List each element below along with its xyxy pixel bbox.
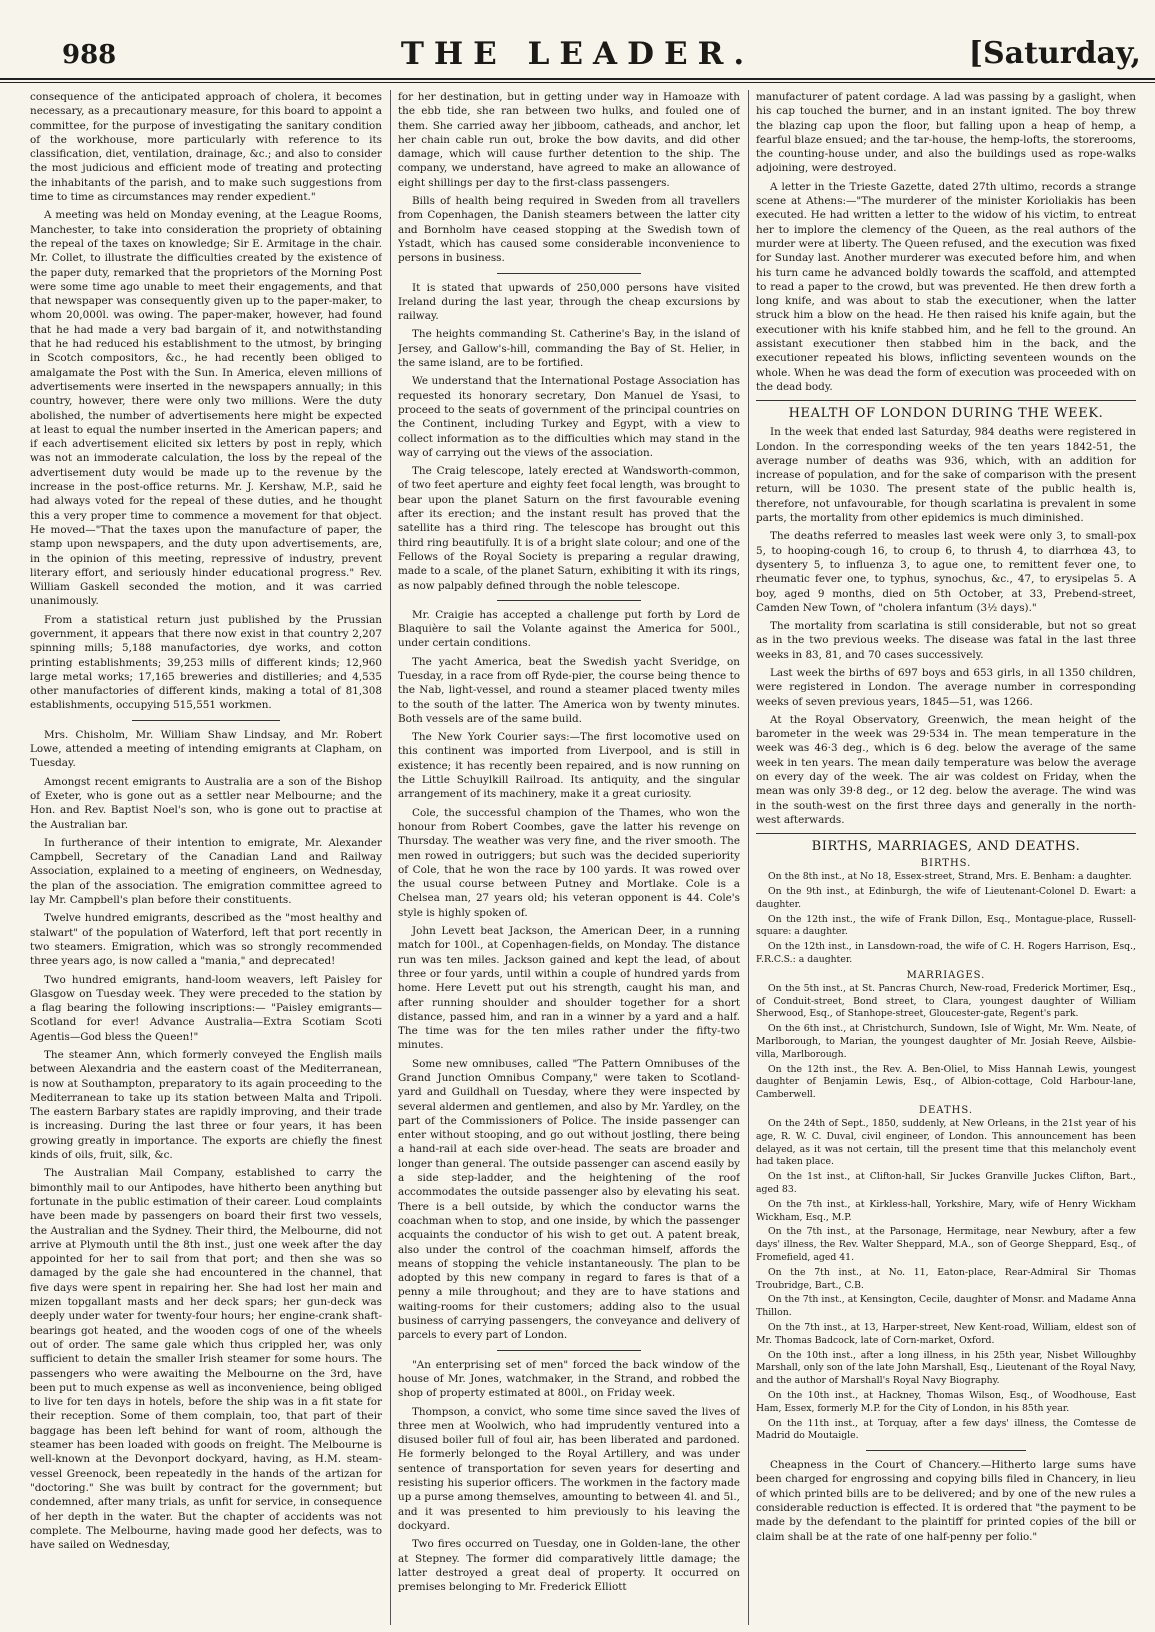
article-paragraph: The Australian Mail Company, established to carry the bimonthly mail to our Antipodes, have hitherto been anything but fortunate in the public estimation of their career. Loud complaints have been made by passengers on board their first two vessels, the Australian and the Sydney. Their third, the Melbourne, did not arrive at Plymouth until the 8th inst., just one week after the day appointed for her to sail from that port; and then she was so damaged by the gale she had encountered in the channel, that five days were spent in repairing her. She had lost her main and mizen topgallant masts and her deck spars; her gun-deck was deeply under water for twenty-four hours; her engine-crank shaft-bearings got heated, and the wooden cogs of one of the wheels out of order. The same gale which thus crippled her, was only sufficient to detain the smaller Irish steamer for some hours. The passengers who were awaiting the Melbourne on the 3rd, have been put to much expense as well as inconvenience, being obliged to live for ten days in hotels, before the ship was in a fit state for their reception. Some of them complain, too, that part of their baggage has been left behind for want of room, although the steamer has been loaded with goods on freight. The Melbourne is well-known at the Devonport dockyard, having, as H.M. steam-vessel Greenock, been repeatedly in the hands of the artizan for "doctoring." She was built by contract for the government; but condemned, after many trials, as unfit for service, in consequence of her depth in the water. But the chapter of accidents was not complete. The Melbourne, having made good her defects, was to have sailed on Wednesday, <box>30 1167 382 1552</box>
article-paragraph: Some new omnibuses, called "The Pattern Omnibuses of the Grand Junction Omnibus Company," were taken to Scotland-yard and Guildhall on Tuesday, where they were inspected by several aldermen and gentlemen, and also by Mr. Yardley, on the part of the Commissioners of Police. The inside passenger can enter without stooping, and go out without jostling, there being a hand-rail at each side over-head. The seats are broader and longer than general. The outside passenger can ascend easily by a side step-ladder, and the heightening of the roof accommodates the outside passenger also by elevating his seat. There is a bell outside, by which the conductor warns the coachman when to stop, and one inside, by which the passenger acquaints the conductor of his wish to get out. A patent break, also under the control of the coachman himself, affords the means of stopping the vehicle instantaneously. The plan to be adopted by this new company in regard to fares is that of a penny a mile throughout; and they are to have stations and waiting-rooms for their customers; adding also to the usual business of carrying passengers, the conveyance and delivery of parcels to every part of London. <box>398 1057 740 1342</box>
marriages-heading: MARRIAGES. <box>906 969 986 981</box>
article-paragraph: The heights commanding St. Catherine's Bay, in the island of Jersey, and Gallow's-hill, commanding the Bay of St. Helier, in the same island, are to be fortified. <box>398 328 740 370</box>
birth-notice: On the 8th inst., at No 18, Essex-street, Strand, Mrs. E. Benham: a daughter. <box>768 871 1132 883</box>
death-notice: On the 1st inst., at Clifton-hall, Sir Juckes Granville Juckes Clifton, Bart., aged 83. <box>756 1171 1136 1195</box>
health-paragraph: Last week the births of 697 boys and 653 girls, in all 1350 children, were registered in London. The average number in corresponding weeks of seven previous years, 1845—51, was 1266. <box>756 666 1136 708</box>
article-paragraph: The Craig telescope, lately erected at Wandsworth-common, of two feet aperture and eighty feet focal length, was brought to bear upon the planet Saturn on the first favourable evening after its erection; and the instant result has proved that the satellite has a third ring. The telescope has brought out this third ring beautifully. It is of a bright slate colour; and one of the Fellows of the Royal Society is preparing a regular drawing, made to a scale, of the planet Saturn, exhibiting it with its rings, as now palpably defined through the noble telescope. <box>398 465 740 592</box>
section-heading-bmd: BIRTHS, MARRIAGES, AND DEATHS. <box>756 833 1136 854</box>
section-separator <box>866 1450 1026 1451</box>
section-separator <box>497 600 641 601</box>
article-paragraph: Two fires occurred on Tuesday, one in Golden-lane, the other at Stepney. The former did comparatively little damage; the latter destroyed a great deal of property. It occurred on premises belonging to Mr. Frederick Elliott <box>398 1538 740 1594</box>
birth-notice: On the 12th inst., the wife of Frank Dillon, Esq., Montague-place, Russell-square: a daughter. <box>756 913 1136 938</box>
chancery-paragraph: Cheapness in the Court of Chancery.—Hitherto large sums have been charged for engrossing and copying bills filed in Chancery, in lieu of which printed bills are to be delivered; and by one of the new rules a considerable reduction is effected. It is ordered that "the payment to be made by the defendant to the plaintiff for printed copies of the bill or claim shall be at the rate of one half-penny per folio." <box>756 1459 1136 1543</box>
death-notice: On the 24th of Sept., 1850, suddenly, at New Orleans, in the 21st year of his age, R. W. C. Duval, civil engineer, of London. This announcement has been delayed, as it was not certain, till the present time that this melancholy event had taken place. <box>756 1118 1136 1168</box>
birth-notice: On the 12th inst., in Lansdown-road, the wife of C. H. Rogers Harrison, Esq., F.R.C.S.: a daughter. <box>756 941 1136 966</box>
article-paragraph: It is stated that upwards of 250,000 persons have visited Ireland during the last year, through the cheap excursions by railway. <box>398 281 740 323</box>
section-separator <box>497 273 641 274</box>
article-paragraph: In furtherance of their intention to emigrate, Mr. Alexander Campbell, Secretary of the Canadian Land and Railway Association, explained to a meeting of engineers, on Wednesday, the plan of the association. The emigration committee agreed to lay Mr. Campbell's plan before their constituents. <box>30 836 382 907</box>
article-paragraph: A letter in the Trieste Gazette, dated 27th ultimo, records a strange scene at Athens:—"The murderer of the minister Korioliakis has been executed. He had written a letter to the widow of his victim, to entreat her to implore the clemency of the Queen, as the real authors of the murder were at liberty. The Queen refused, and the execution was fixed for Sunday last. Another murderer was executed before him, and when his turn came he advanced boldly towards the scaffold, and attempted to read a paper to the crowd, but was prevented. He then drew forth a long knife, and was about to stab the executioner, when the latter struck him a blow on the head. He then raised his knife again, but the executioner with his knife stabbed him, and he fell to the ground. An assistant executioner then stabbed him in the back, and the executioner repeated his blows, inflicting seventeen wounds on the whole. When he was dead the form of execution was proceeded with on the dead body. <box>756 180 1136 393</box>
section-separator <box>132 720 280 721</box>
article-paragraph: manufacturer of patent cordage. A lad was passing by a gaslight, when his cap touched the burner, and in an instant ignited. The boy threw the blazing cap upon the floor, but falling upon a heap of hemp, a fearful blaze ensued; and the tar-house, the hemp-lofts, the storerooms, the counting-house under, and also the buildings used as rope-walks adjoining, were destroyed. <box>756 91 1136 175</box>
death-notice: On the 10th inst., at Hackney, Thomas Wilson, Esq., of Woodhouse, East Ham, Essex, formerly M.P. for the City of London, in his 85th year. <box>756 1389 1136 1414</box>
article-paragraph: Mrs. Chisholm, Mr. William Shaw Lindsay, and Mr. Robert Lowe, attended a meeting of intending emigrants at Clapham, on Tuesday. <box>30 728 382 770</box>
marriage-notice: On the 12th inst., the Rev. A. Ben-Oliel, to Miss Hannah Lewis, youngest daughter of Benjamin Lewis, Esq., of Albion-cottage, Cold Harbour-lane, Camberwell. <box>756 1063 1136 1101</box>
article-paragraph: "An enterprising set of men" forced the back window of the house of Mr. Jones, watchmaker, in the Strand, and robbed the shop of property estimated at 800l., on Friday week. <box>398 1358 740 1400</box>
header-rule <box>0 82 1155 83</box>
article-paragraph: The New York Courier says:—The first locomotive used on this continent was imported from Liverpool, and is still in existence; it has recently been repaired, and is now running on the Little Schuylkill Railroad. Its antiquity, and the singular arrangement of its machinery, make it a great curiosity. <box>398 731 740 801</box>
masthead <box>0 0 1155 80</box>
death-notice: On the 7th inst., at Kirkless-hall, Yorkshire, Mary, wife of Henry Wickham Wickham, Esq., M.P. <box>756 1198 1136 1223</box>
marriage-notice: On the 6th inst., at Christchurch, Sundown, Isle of Wight, Mr. Wm. Neate, of Marlborough, to Marian, the youngest daughter of Mr. Josiah Reeve, Ailsbie-villa, Marlborough. <box>756 1023 1136 1060</box>
article-paragraph: We understand that the International Postage Association has requested its honorary secretary, Don Manuel de Ysasi, to proceed to the seats of government of the principal countries on the Continent, including Turkey and Egypt, with a view to collect information as to the difficulties which may stand in the way of carrying out the views of the association. <box>398 375 740 459</box>
article-paragraph: for her destination, but in getting under way in Hamoaze with the ebb tide, she ran between two hulks, and fouled one of them. She carried away her jibboom, catheads, and anchor, let her chain cable run out, broke the bow davits, and did other damage, which will cause further detention to the ship. The company, we understand, have agreed to make an allowance of eight shillings per day to the first-class passengers. <box>398 91 740 189</box>
article-paragraph: From a statistical return just published by the Prussian government, it appears that there now exist in that country 2,207 spinning mills; 5,188 manufactories, dye works, and cotton printing establishments; 39,253 mills of different kinds; 12,960 large metal works; 17,165 breweries and distilleries; and 4,535 other manufactories of different kinds, making a total of 81,308 establishments, occupying 515,551 workmen. <box>30 613 382 712</box>
health-paragraph: In the week that ended last Saturday, 984 deaths were registered in London. In the corresponding weeks of the ten years 1842-51, the average number of deaths was 936, which, with an addition for increase of population, and for the sake of comparison with the present return, will be 1030. The present state of the public health is, therefore, not unfavourable, for though scarlatina is prevalent in some parts, the mortality from other epidemics is much diminished. <box>756 426 1136 525</box>
page-body <box>0 90 1155 1625</box>
death-notice: On the 7th inst., at 13, Harper-street, New Kent-road, William, eldest son of Mr. Thomas Badcock, late of Corn-market, Oxford. <box>756 1321 1136 1346</box>
article-paragraph: Mr. Craigie has accepted a challenge put forth by Lord de Blaquière to sail the Volante against the America for 500l., under certain conditions. <box>398 608 740 650</box>
article-paragraph: The yacht America, beat the Swedish yacht Sveridge, on Tuesday, in a race from off Ryde-pier, the course being thence to the Nab, light-vessel, and round a steamer placed twenty miles to the south of the latter. The America won by twenty minutes. Both vessels are of the same build. <box>398 655 740 725</box>
death-notice: On the 10th inst., after a long illness, in his 25th year, Nisbet Willoughby Marshall, only son of the late John Marshall, Esq., Lieutenant of the Royal Navy, and the author of Marshall's Royal Navy Biography. <box>756 1349 1136 1387</box>
page-number: 988 <box>62 40 117 70</box>
health-paragraph: The mortality from scarlatina is still considerable, but not so great as in the two previous weeks. The disease was fatal in the last three weeks in 83, 81, and 70 cases successively. <box>756 620 1136 661</box>
article-paragraph: John Levett beat Jackson, the American Deer, in a running match for 100l., at Copenhagen-fields, on Monday. The distance run was ten miles. Jackson gained and kept the lead, of about three or four yards, until within a couple of hundred yards from home. Here Levett put out his strength, caught his man, and after running shoulder and shoulder together for a short distance, passed him, and ran in a winner by a yard and a half. The time was for the ten miles rather under the fifty-two minutes. <box>398 925 740 1052</box>
death-notice: On the 7th inst., at Kensington, Cecile, daughter of Monsr. and Madame Anna Thillon. <box>756 1294 1136 1319</box>
column-3 <box>756 90 1136 1625</box>
section-separator <box>497 1350 641 1351</box>
article-paragraph: Amongst recent emigrants to Australia are a son of the Bishop of Exeter, who is gone out as a settler near Melbourne; and the Hon. and Rev. Baptist Noel's son, who is gone out to practise at the Australian bar. <box>30 775 382 831</box>
article-paragraph: Thompson, a convict, who some time since saved the lives of three men at Woolwich, who had imprudently ventured into a disused boiler full of foul air, has been liberated and pardoned. He formerly belonged to the Royal Artillery, and was under sentence of transportation for seven years for deserting and resisting his superior officers. The workmen in the factory made up a purse among themselves, amounting to between 4l. and 5l., and it was presented to him previously to his leaving the dockyard. <box>398 1405 740 1532</box>
article-paragraph: Bills of health being required in Sweden from all travellers from Copenhagen, the Danish steamers between the latter city and Bornholm have ceased stopping at the Swedish town of Ystadt, which has caused some considerable inconvenience to persons in business. <box>398 195 740 265</box>
death-notice: On the 11th inst., at Torquay, after a few days' illness, the Comtesse de Madrid do Moutaigle. <box>756 1417 1136 1442</box>
article-paragraph: The steamer Ann, which formerly conveyed the English mails between Alexandria and the eastern coast of the Mediterranean, is now at Southampton, preparatory to its again proceeding to the Mediterranean to take up its station between Malta and Tripoli. The eastern Barbary states are rapidly improving, and their trade is increasing. During the last three or four years, it has been growing greatly in importance. The exports are chiefly the finest kinds of oils, fruit, silk, &c. <box>30 1049 382 1162</box>
marriage-notice: On the 5th inst., at St. Pancras Church, New-road, Frederick Mortimer, Esq., of Conduit-street, Bond street, to Clara, youngest daughter of William Sherwood, Esq., of Stanhope-street, Gloucester-gate, Regent's park. <box>756 982 1136 1020</box>
health-paragraph: At the Royal Observatory, Greenwich, the mean height of the barometer in the week was 29·534 in. The mean temperature in the week was 46·3 deg., which is 6 deg. below the average of the same week in ten years. The mean daily temperature was below the average on every day of the week. The air was coldest on Friday, when the mean was only 39·8 deg., or 12 deg. below the average. The wind was in the south-west on the first three days and generally in the north-west afterwards. <box>756 713 1136 826</box>
column-2 <box>398 90 740 1625</box>
article-paragraph: Cole, the successful champion of the Thames, who won the honour from Robert Coombes, gave the latter his revenge on Thursday. The weather was very fine, and the river smooth. The men rowed in outriggers; but such was the decided superiority of Cole, that he won the race by 100 yards. It was rowed over the usual course between Putney and Mortlake. Cole is a Chelsea man, 27 years old; his veteran opponent is 44. Cole's style is highly spoken of. <box>398 806 740 919</box>
article-paragraph: Two hundred emigrants, hand-loom weavers, left Paisley for Glasgow on Tuesday week. They were preceded to the station by a flag bearing the following inscriptions:— "Paisley emigrants—Scotland for ever! Advance Australia—Extra Scotiam Scoti Agentis—God bless the Queen!" <box>30 973 382 1043</box>
article-paragraph: consequence of the anticipated approach of cholera, it becomes necessary, as a precautionary measure, for this board to appoint a committee, for the purpose of investigating the sanitary condition of the workhouse, more particularly with reference to its classification, diet, ventilation, drainage, &c.; and also to consider the most judicious and efficient mode of treating and protecting the inhabitants of the parish, and to make such suggestions from time to time as circumstances may render expedient." <box>30 91 382 204</box>
article-paragraph: A meeting was held on Monday evening, at the League Rooms, Manchester, to take into consideration the propriety of obtaining the repeal of the taxes on knowledge; Sir E. Armitage in the chair. Mr. Collet, to illustrate the difficulties created by the existence of the paper duty, remarked that the proprietors of the Morning Post were some time ago unable to meet their engagements, and that that newspaper was consequently given up to the paper-maker, to whom 20,000l. was owing. The paper-maker, however, had found that he had made a very bad bargain of it, and notwithstanding that he had reduced his establishment to the utmost, by bringing in Scotch compositors, &c., he had recently been obliged to amalgamate the Post with the Sun. In America, eleven millions of advertisements were inserted in the newspapers annually; in this country, however, there were only two millions. Were the duty abolished, the number of advertisements here might be expected at least to equal the number inserted in the American papers; and if each advertisement elicited six letters by post in reply, which was not an immoderate calculation, the loss by the repeal of the advertisement duty would be made up to the revenue by the increase in the post-office returns. Mr. J. Kershaw, M.P., said he had always voted for the repeal of these duties, and he thought this a very proper time to commence a movement for that object. He moved—"That the taxes upon the manufacture of paper, the stamp upon newspapers, and the duty upon advertisements, are, in the opinion of this meeting, repressive of industry, prevent literary effort, and seriously hinder educational progress." Rev. William Gaskell seconded the motion, and it was carried unanimously. <box>30 209 382 608</box>
column-1 <box>30 90 382 1625</box>
date-heading: [Saturday, <box>968 36 1141 71</box>
births-heading: BIRTHS. <box>920 858 972 870</box>
death-notice: On the 7th inst., at the Parsonage, Hermitage, near Newbury, after a few days' illness, the Rev. Walter Sheppard, M.A., son of George Sheppard, Esq., of Fromefield, aged 41. <box>756 1226 1136 1263</box>
article-paragraph: Twelve hundred emigrants, described as the "most healthy and stalwart" of the population of Waterford, left that port recently in two steamers. Emigration, which was so strongly recommended three years ago, is now called a "mania," and deprecated! <box>30 912 382 968</box>
birth-notice: On the 9th inst., at Edinburgh, the wife of Lieutenant-Colonel D. Ewart: a daughter. <box>756 886 1136 910</box>
death-notice: On the 7th inst., at No. 11, Eaton-place, Rear-Admiral Sir Thomas Troubridge, Bart., C.B. <box>756 1266 1136 1291</box>
newspaper-title: THE LEADER. <box>400 36 755 72</box>
section-heading-health: HEALTH OF LONDON DURING THE WEEK. <box>756 400 1136 421</box>
deaths-heading: DEATHS. <box>918 1105 974 1116</box>
health-paragraph: The deaths referred to measles last week were only 3, to small-pox 5, to hooping-cough 16, to croup 6, to thrush 4, to diarrhœa 43, to dysentery 5, to influenza 3, to ague one, to remittent fever one, to rheumatic fever one, to typhus, synochus, &c., 47, to erysipelas 5. A boy, aged 9 months, died on 5th October, at 33, Prebend-street, Camden New Town, of "cholera infantum (3½ days)." <box>756 530 1136 614</box>
